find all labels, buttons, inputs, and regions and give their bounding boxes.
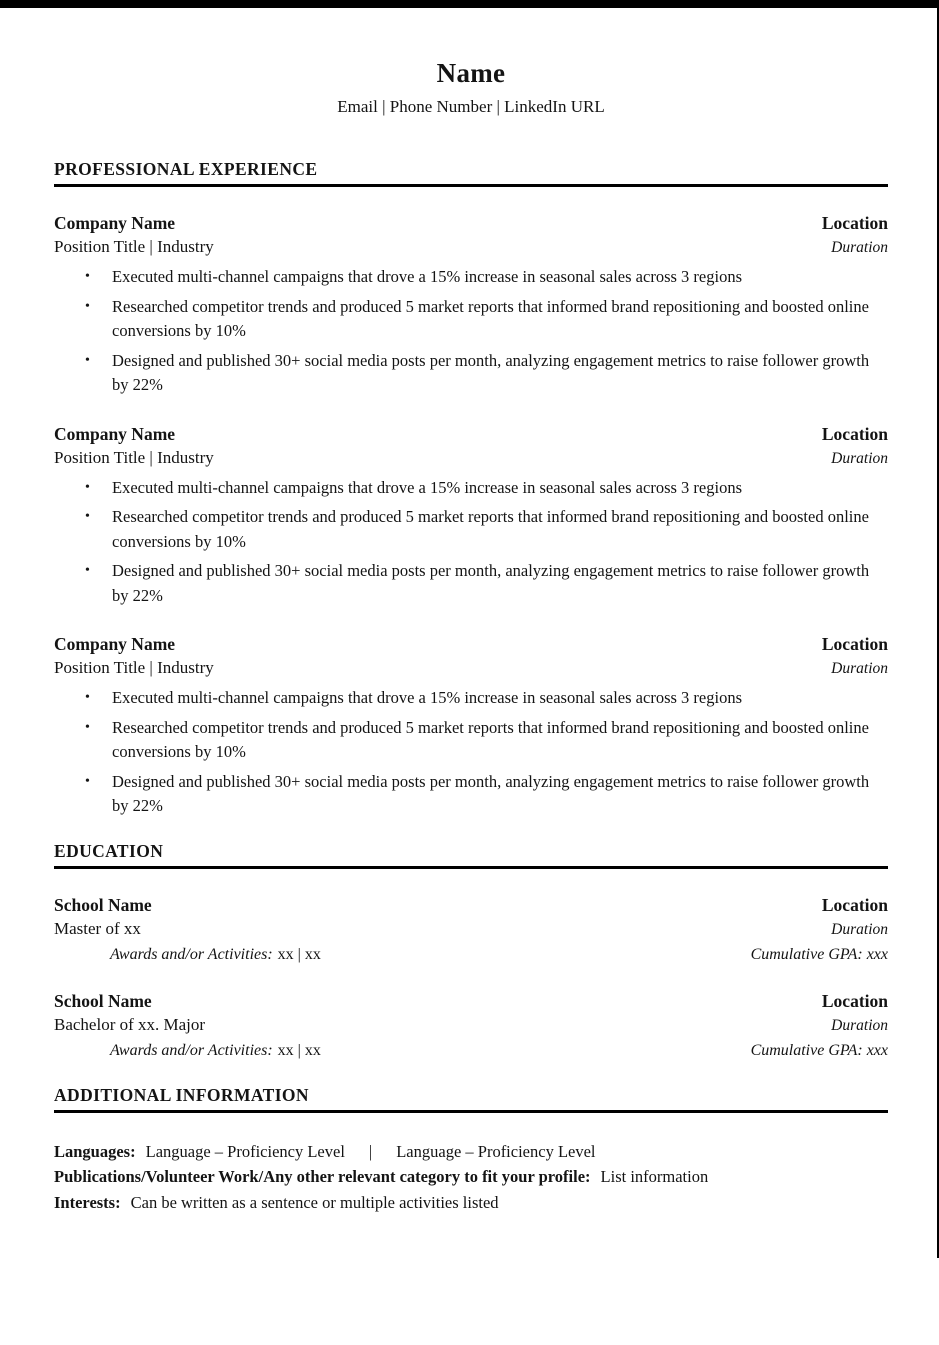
bullet-list (54, 265, 888, 398)
bullet-text: Executed multi-channel campaigns that drove a 15% increase in seasonal sales across 3 regions (112, 477, 742, 497)
bullet-icon: • (85, 479, 90, 495)
language-second: Language – Proficiency Level (396, 1141, 596, 1161)
school-name: School Name (54, 894, 152, 915)
position-row (54, 656, 888, 681)
publications-label: Publications/Volunteer Work/Any other relevant category to fit your profile: (54, 1167, 591, 1186)
resume-page (54, 8, 888, 1215)
bullet-icon: • (85, 563, 90, 578)
company-name: Company Name (54, 634, 176, 654)
bullet-icon: • (85, 352, 90, 368)
experience-entry (54, 422, 888, 609)
candidate-name: Name (436, 58, 506, 88)
awards (110, 1038, 321, 1063)
bullet-point (54, 349, 888, 398)
publications-row (54, 1164, 888, 1190)
company-location: Location (821, 423, 888, 444)
company-row (54, 211, 888, 235)
language-first: Language – Proficiency Level (145, 1141, 345, 1161)
bullet-point (54, 770, 888, 819)
school-row (54, 893, 888, 917)
duration: Duration (831, 660, 888, 677)
section-title-education: EDUCATION (54, 841, 888, 869)
section-education (54, 841, 888, 1063)
awards-label: Awards and/or Activities: (110, 1041, 273, 1059)
position-title: Position Title | Industry (54, 658, 214, 677)
bullet-list (54, 686, 888, 819)
bullet-icon: • (85, 269, 90, 284)
degree-row (54, 917, 888, 942)
school-row (54, 989, 888, 1013)
languages-separator: | (368, 1141, 373, 1161)
section-additional-information (54, 1085, 888, 1216)
bullet-point (54, 265, 888, 290)
page-top-border (0, 0, 939, 8)
company-row (54, 422, 888, 446)
bullet-text: Designed and published 30+ social media posts per month, analyzing engagement metrics to raise follower growth by 22% (112, 771, 870, 815)
duration: Duration (831, 239, 888, 256)
position-row (54, 235, 888, 260)
education-duration: Duration (831, 920, 888, 938)
awards (110, 942, 321, 967)
languages-label: Languages: (54, 1141, 136, 1161)
bullet-icon: • (85, 298, 90, 314)
duration: Duration (831, 449, 888, 467)
bullet-text: Executed multi-channel campaigns that drove a 15% increase in seasonal sales across 3 regions (112, 267, 742, 286)
school-location: Location (821, 894, 888, 915)
degree: Bachelor of xx. Major (54, 1014, 206, 1034)
awards-row (54, 1038, 888, 1063)
interests-value: Can be written as a sentence or multiple activities listed (130, 1192, 499, 1212)
company-row (54, 632, 888, 656)
awards-row (54, 942, 888, 967)
company-name: Company Name (54, 423, 176, 444)
resume-header (54, 57, 888, 118)
bullet-point (54, 476, 888, 501)
bullet-icon: • (85, 509, 90, 524)
additional-rows (54, 1139, 888, 1216)
contact-line: Email | Phone Number | LinkedIn URL (337, 97, 605, 116)
interests-row (54, 1190, 888, 1216)
awards-label: Awards and/or Activities: (110, 945, 273, 963)
section-title-additional-information: ADDITIONAL INFORMATION (54, 1085, 888, 1113)
publications-value: List information (600, 1167, 709, 1186)
awards-value: xx | xx (277, 1041, 321, 1059)
bullet-text: Researched competitor trends and produced 5 market reports that informed brand repositioning and boosted online conversions by 10% (112, 717, 869, 761)
section-title-professional-experience: PROFESSIONAL EXPERIENCE (54, 159, 888, 187)
bullet-text: Researched competitor trends and produced 5 market reports that informed brand repositioning and boosted online conversions by 10% (112, 296, 869, 340)
bullet-point (54, 559, 888, 608)
gpa: Cumulative GPA: xxx (750, 1041, 888, 1059)
awards-value: xx | xx (277, 945, 321, 963)
bullet-point (54, 716, 888, 765)
bullet-text: Researched competitor trends and produced 5 market reports that informed brand repositioning and boosted online conversions by 10% (112, 507, 869, 551)
education-entry (54, 893, 888, 967)
bullet-point (54, 686, 888, 711)
gpa: Cumulative GPA: xxx (750, 945, 888, 963)
bullet-point (54, 295, 888, 344)
section-professional-experience (54, 159, 888, 819)
bullet-list (54, 476, 888, 609)
bullet-text: Designed and published 30+ social media posts per month, analyzing engagement metrics to raise follower growth by 22% (112, 350, 870, 394)
position-title: Position Title | Industry (54, 447, 214, 467)
degree: Master of xx (54, 918, 141, 938)
education-duration: Duration (831, 1016, 888, 1034)
position-row (54, 446, 888, 471)
company-location: Location (821, 634, 888, 654)
bullet-text: Executed multi-channel campaigns that drove a 15% increase in seasonal sales across 3 regions (112, 688, 742, 707)
company-name: Company Name (54, 213, 176, 233)
languages-row (54, 1139, 888, 1165)
bullet-point (54, 505, 888, 554)
position-title: Position Title | Industry (54, 237, 214, 256)
experience-entry (54, 632, 888, 819)
education-entry (54, 989, 888, 1063)
school-location: Location (821, 990, 888, 1011)
school-name: School Name (54, 990, 152, 1011)
experience-entry (54, 211, 888, 398)
company-location: Location (821, 213, 888, 233)
bullet-icon: • (85, 719, 90, 735)
interests-label: Interests: (54, 1192, 121, 1212)
degree-row (54, 1013, 888, 1038)
bullet-text: Designed and published 30+ social media posts per month, analyzing engagement metrics to raise follower growth by 22% (112, 561, 870, 605)
bullet-icon: • (85, 690, 90, 705)
bullet-icon: • (85, 773, 90, 789)
